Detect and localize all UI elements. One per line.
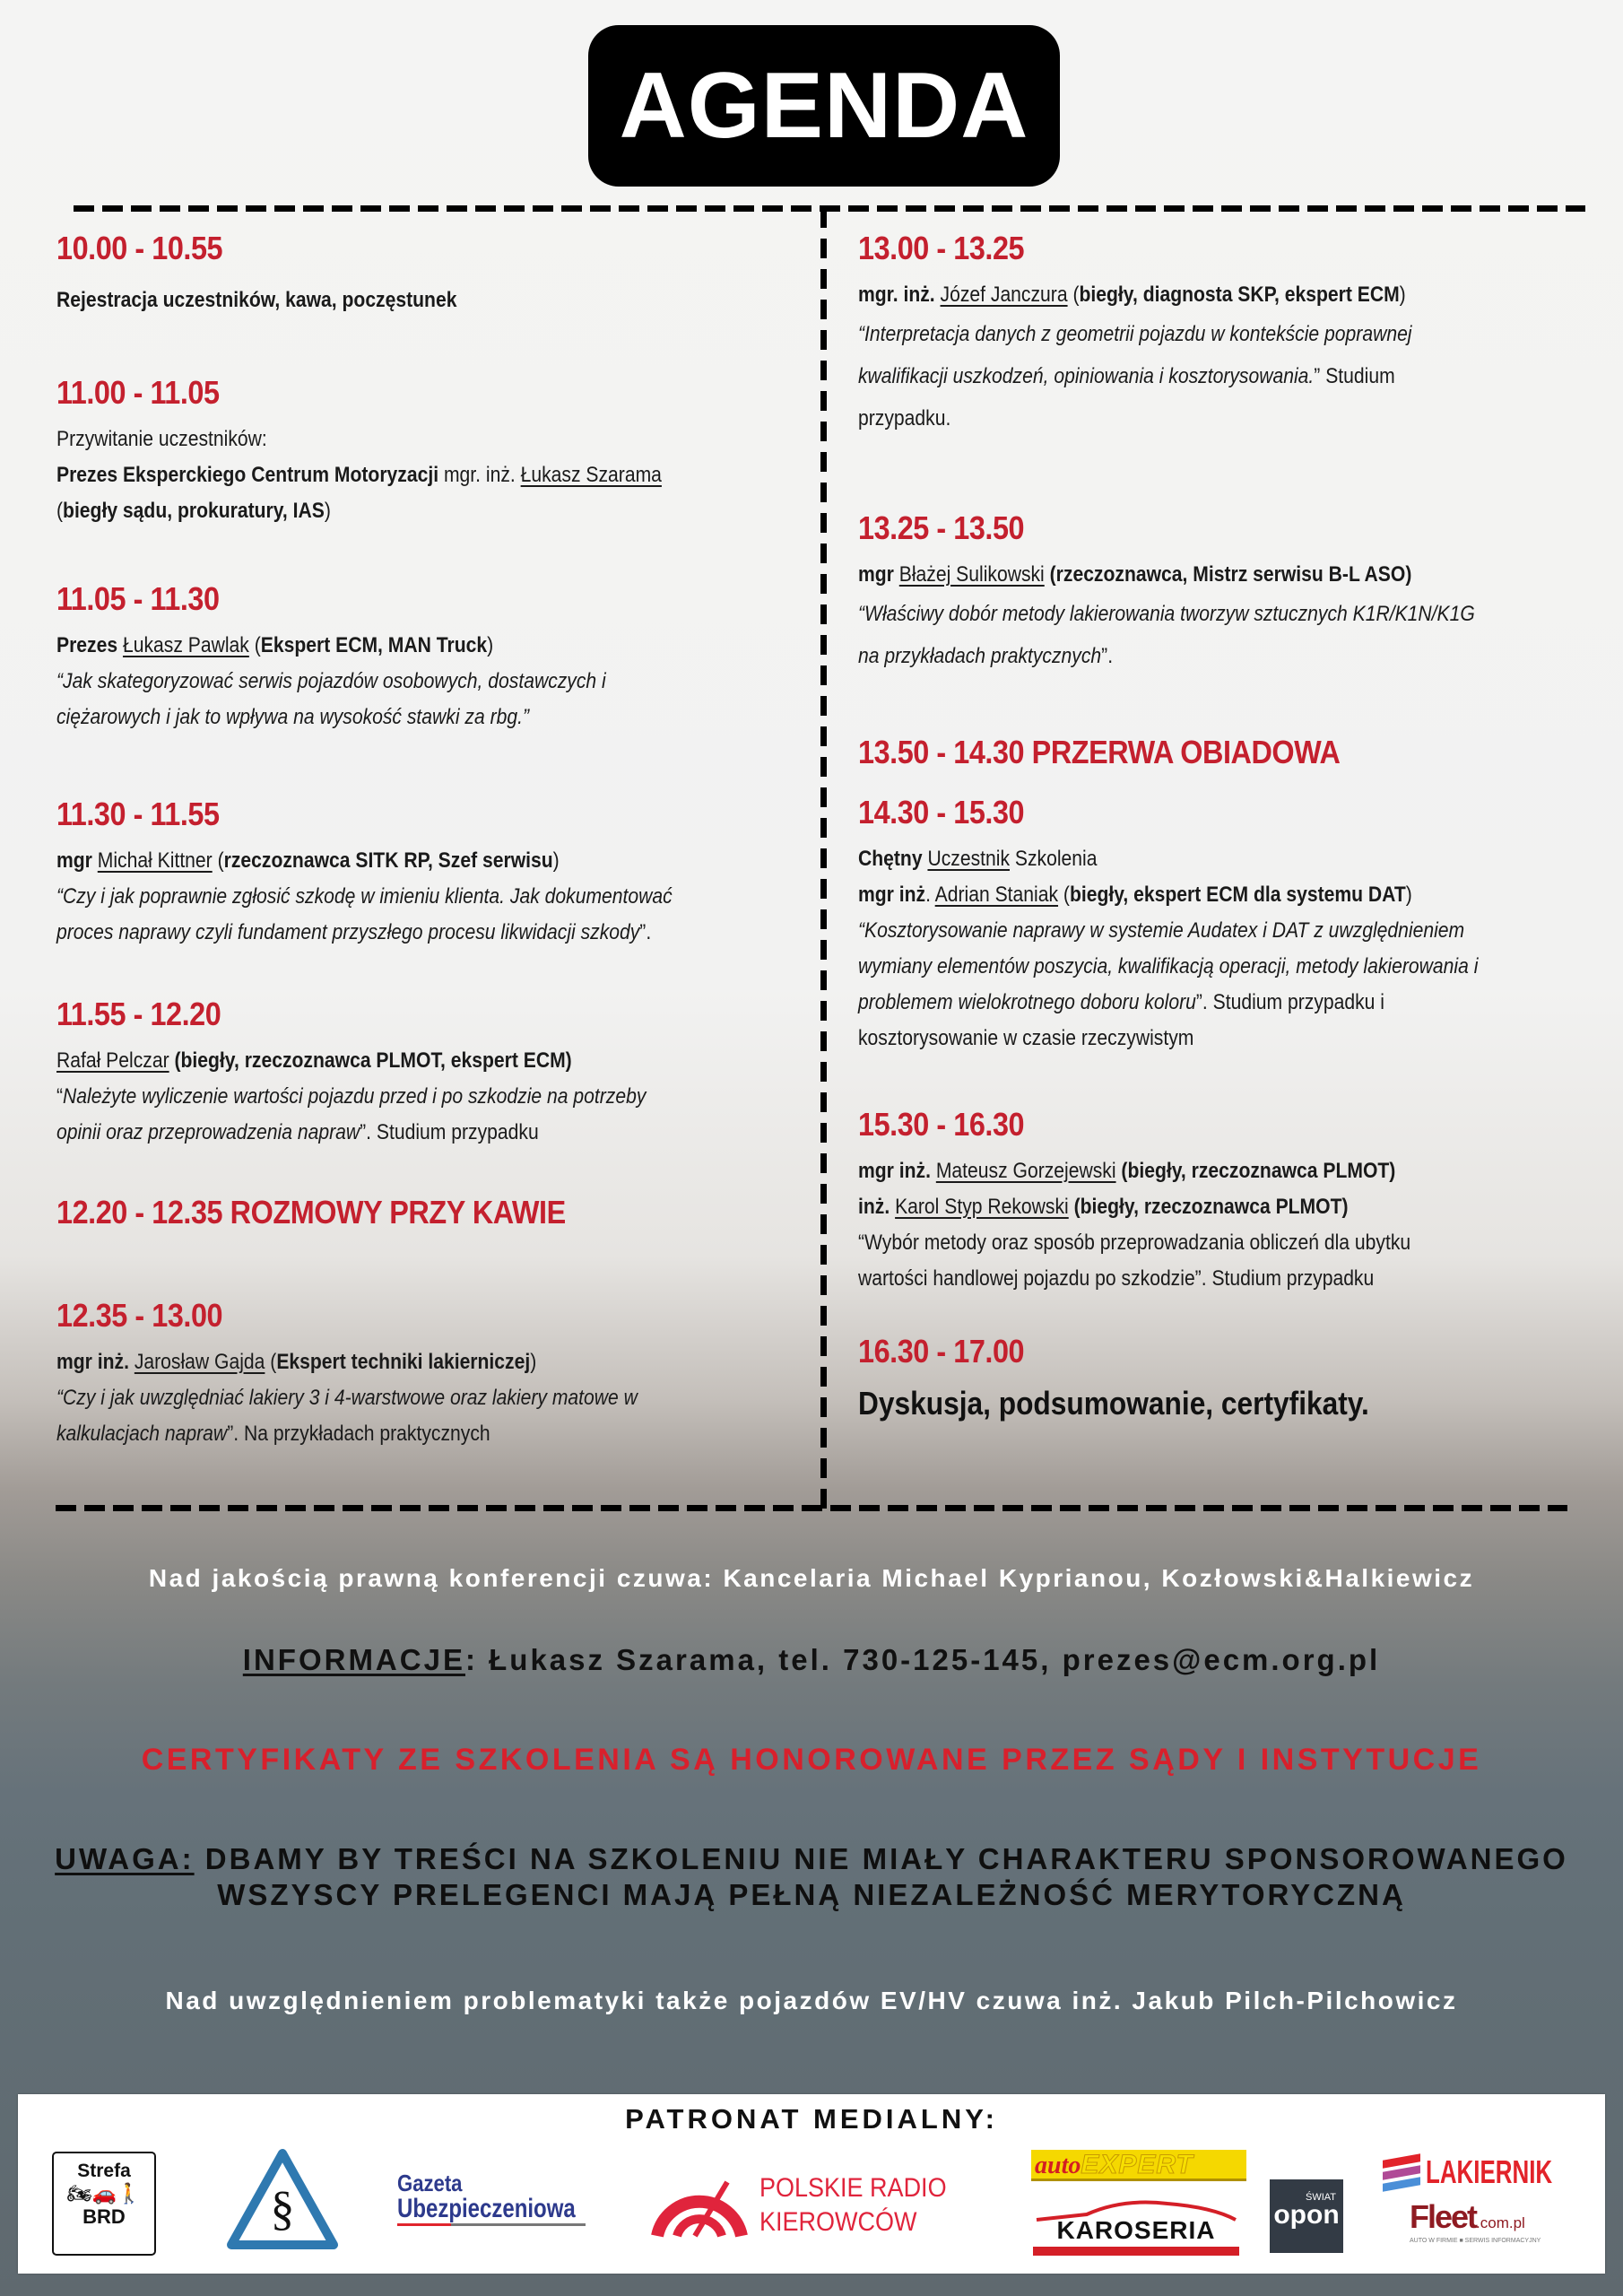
agenda-left-column: [56, 0, 819, 1489]
agenda-text: Ekspert ECM, MAN Truck: [260, 633, 488, 657]
agenda-text: Prezes: [56, 633, 123, 657]
agenda-line: [56, 628, 727, 664]
swiat-text: ŚWIAT: [1305, 2192, 1336, 2203]
agenda-item: [858, 509, 1620, 677]
ev-note: Nad uwzględnieniem problematyki także pojazdów EV/HV czuwa inż. Jakub Pilch-Pilchowicz: [165, 1987, 1458, 2014]
agenda-line: [858, 913, 1529, 949]
agenda-item: [56, 373, 819, 529]
agenda-line: [56, 915, 727, 951]
gazeta-ubezpieczeniowa-logo[interactable]: [397, 2171, 603, 2226]
speaker-name: Łukasz Szarama: [520, 463, 662, 487]
car-icon: 🚗: [91, 2182, 117, 2205]
agenda-item: [56, 1193, 819, 1241]
agenda-text: mgr inż: [858, 883, 926, 907]
fleet-tagline: AUTO W FIRMIE ■ SERWIS INFORMACYJNY: [1410, 2238, 1541, 2244]
agenda-text: ”. Studium przypadku: [360, 1120, 539, 1144]
agenda-text: (: [56, 499, 64, 523]
gazeta-line-2: Ubezpieczeniowa: [397, 2194, 576, 2223]
agenda-text: rzeczoznawca SITK RP, Szef serwisu: [223, 848, 553, 873]
legal-note: Nad jakością prawną konferencji czuwa: Kancelaria Michael Kyprianou, Kozłowski&Halkiewicz: [148, 1564, 1475, 1592]
agenda-line: [56, 1416, 727, 1452]
agenda-line: [858, 355, 1529, 397]
agenda-text: (rzeczoznawca, Mistrz serwisu B-L ASO): [1044, 562, 1412, 587]
agenda-line: [56, 283, 727, 318]
info-contact[interactable]: : Łukasz Szarama, tel. 730-125-145, prezes@ecm.org.pl: [464, 1643, 1381, 1676]
agenda-line: [858, 1153, 1529, 1189]
speedometer-icon: [650, 2170, 749, 2241]
agenda-text: Ekspert techniki lakierniczej: [276, 1350, 531, 1374]
karoseria-bar: [1033, 2247, 1239, 2256]
speaker-name: Rafał Pelczar: [56, 1048, 169, 1073]
agenda-line: [56, 664, 727, 700]
agenda-line: [858, 313, 1529, 355]
agenda-text: “Właściwy dobór metody lakierowania tworzyw sztucznych K1R/K1N/K1G: [858, 602, 1475, 626]
agenda-line: [56, 1380, 727, 1416]
agenda-line: [858, 985, 1529, 1021]
agenda-text: mgr. inż.: [438, 463, 521, 487]
column-divider: [820, 208, 827, 1509]
agenda-text: przypadku.: [858, 406, 951, 430]
agenda-text: ” Studium: [1314, 364, 1395, 388]
sponsor-panel: [18, 2094, 1605, 2274]
agenda-text: mgr. inż.: [858, 283, 941, 307]
karoseria-logo[interactable]: [1033, 2196, 1239, 2259]
motorcycle-icon: 🏍: [66, 2182, 92, 2205]
agenda-item: [56, 1296, 819, 1452]
agenda-text: ): [1399, 283, 1406, 307]
lakiernik-logo[interactable]: [1383, 2153, 1598, 2193]
closing-text: Dyskusja, podsumowanie, certyfikaty.: [858, 1385, 1369, 1422]
agenda-item: [858, 793, 1620, 1057]
agenda-text: mgr inż.: [56, 1350, 135, 1374]
agenda-text: (: [248, 633, 261, 657]
agenda-item: [56, 579, 819, 735]
agenda-text: kalkulacjach napraw: [56, 1422, 228, 1446]
agenda-text: proces naprawy czyli fundament przyszłego procesu likwidacji szkody: [56, 920, 640, 944]
agenda-text: .: [925, 883, 935, 907]
agenda-line: [858, 1021, 1529, 1057]
agenda-time: 11.00 - 11.05: [56, 374, 220, 411]
agenda-text: (: [212, 848, 224, 873]
opon-text: opon: [1273, 2200, 1340, 2230]
strefa-text: Strefa: [77, 2161, 131, 2181]
agenda-text: Należyte wyliczenie wartości pojazdu przed i po szkodzie na potrzeby: [63, 1084, 647, 1109]
agenda-item: [858, 1332, 1620, 1425]
paragraph-sign: §: [270, 2181, 295, 2235]
agenda-text: ”.: [639, 920, 652, 944]
agenda-time: 10.00 - 10.55: [56, 230, 223, 266]
notice-line-2: WSZYSCY PRELEGENCI MAJĄ PEŁNĄ NIEZALEŻNOŚĆ MERYTORYCZNĄ: [217, 1878, 1406, 1911]
agenda-text: ): [324, 499, 331, 523]
fleet-logo[interactable]: [1410, 2198, 1589, 2257]
agenda-line: [56, 1115, 727, 1151]
speaker-name: Mateusz Gorzejewski: [935, 1159, 1116, 1183]
agenda-right-column: [858, 0, 1593, 1489]
polskie-radio-kierowcow-logo[interactable]: [650, 2166, 1009, 2247]
agenda-text: (: [265, 1350, 277, 1374]
agenda-text: ): [487, 633, 494, 657]
agenda-text: ”. Na przykładach praktycznych: [227, 1422, 490, 1446]
agenda-line: [56, 457, 727, 493]
agenda-item: [56, 795, 819, 951]
info-line: [0, 1643, 1623, 1677]
agenda-line: [858, 1189, 1529, 1225]
bottom-divider: [56, 1505, 1567, 1511]
agenda-text: ”.: [1101, 644, 1114, 668]
agenda-time: 12.20 - 12.35 ROZMOWY PRZY KAWIE: [56, 1194, 566, 1231]
pedestrian-icon: 🚶: [116, 2182, 142, 2205]
agenda-text: “Interpretacja danych z geometrii pojazdu w kontekście poprawnej: [858, 322, 1412, 346]
agenda-text: “Kosztorysowanie naprawy w systemie Audatex i DAT z uwzględnieniem: [858, 918, 1465, 943]
lakiernik-text: LAKIERNIK: [1426, 2153, 1553, 2190]
autoexpert-part-2: EXPERT: [1081, 2150, 1193, 2179]
agenda-text: biegły, diagnosta SKP, ekspert ECM: [1079, 283, 1400, 307]
agenda-time: 12.35 - 13.00: [56, 1297, 223, 1334]
notice-label: UWAGA:: [55, 1842, 195, 1875]
agenda-line: [858, 593, 1529, 635]
agenda-text: “Czy i jak uwzględniać lakiery 3 i 4-warstwowe oraz lakiery matowe w: [56, 1386, 638, 1410]
certificates-note: CERTYFIKATY ZE SZKOLENIA SĄ HONOROWANE PRZEZ SĄDY I INSTYTUCJE: [141, 1743, 1482, 1777]
agenda-text: wymiany elementów poszycia, kwalifikacją operacji, metody lakierowania i: [858, 954, 1479, 978]
agenda-line: [56, 1079, 727, 1115]
agenda-text: “Jak skategoryzować serwis pojazdów osobowych, dostawczych i: [56, 669, 606, 693]
agenda-line: [858, 397, 1529, 439]
agenda-text: Prezes Eksperckiego Centrum Motoryzacji: [56, 463, 439, 487]
agenda-text: opinii oraz przeprowadzenia napraw: [56, 1120, 360, 1144]
agenda-title-text: AGENDA: [619, 53, 1029, 158]
agenda-time: 14.30 - 15.30: [858, 794, 1025, 831]
agenda-text: “: [56, 1084, 64, 1109]
agenda-text: inż.: [858, 1195, 896, 1219]
swiat-opon-logo[interactable]: [1270, 2179, 1343, 2253]
agenda-line: [858, 949, 1529, 985]
agenda-text: problemem wielokrotnego doboru koloru: [858, 990, 1196, 1014]
agenda-line: [858, 635, 1529, 677]
speaker-name: Adrian Staniak: [934, 883, 1059, 907]
fleet-text: Fleet: [1410, 2198, 1477, 2235]
agenda-time: 11.30 - 11.55: [56, 796, 220, 832]
agenda-text: (: [1058, 883, 1070, 907]
agenda-text: mgr: [56, 848, 98, 873]
agenda-text: (: [1067, 283, 1080, 307]
strefa-brd-logo[interactable]: [52, 2152, 156, 2256]
gazeta-underline: [397, 2223, 586, 2226]
agenda-time: 13.00 - 13.25: [858, 230, 1025, 266]
speaker-name: Łukasz Pawlak: [122, 633, 249, 657]
agenda-text: kosztorysowanie w czasie rzeczywistym: [858, 1026, 1194, 1050]
agenda-line: [858, 557, 1529, 593]
autoexpert-part-1: auto: [1035, 2152, 1081, 2179]
fleet-suffix: .com.pl: [1476, 2214, 1525, 2231]
agenda-item: [858, 733, 1620, 781]
agenda-text: biegły sądu, prokuratury, IAS: [63, 499, 325, 523]
agenda-line: [858, 877, 1529, 913]
notice-line-1: [0, 1842, 1623, 1876]
agenda-line: [56, 493, 727, 529]
agenda-text: Przywitanie uczestników:: [56, 427, 267, 451]
agenda-item: [56, 995, 819, 1151]
agenda-text: mgr: [858, 562, 899, 587]
agenda-time: 15.30 - 16.30: [858, 1106, 1025, 1143]
radio-line-2: KIEROWCÓW: [759, 2207, 917, 2237]
agenda-line: [56, 700, 727, 735]
agenda-text: Chętny: [858, 847, 928, 871]
agenda-text: biegły, ekspert ECM dla systemu DAT: [1069, 883, 1406, 907]
agenda-text: kwalifikacji uszkodzeń, opiniowania i kosztorysowania.: [858, 364, 1315, 388]
agenda-line: [56, 422, 727, 457]
sponsors-heading: PATRONAT MEDIALNY:: [625, 2103, 998, 2135]
paragraph-triangle-logo[interactable]: [224, 2146, 341, 2254]
speaker-name: Błażej Sulikowski: [898, 562, 1045, 587]
agenda-text: na przykładach praktycznych: [858, 644, 1102, 668]
agenda-text: (biegły, rzeczoznawca PLMOT): [1068, 1195, 1349, 1219]
speaker-name: Uczestnik: [927, 847, 1011, 871]
agenda-text: ”. Studium przypadku i: [1195, 990, 1384, 1014]
speaker-name: Jarosław Gajda: [134, 1350, 265, 1374]
agenda-text: mgr inż.: [858, 1159, 936, 1183]
autoexpert-logo[interactable]: [1031, 2150, 1246, 2181]
agenda-text: ): [1405, 883, 1412, 907]
gazeta-line-1: Gazeta: [397, 2170, 463, 2196]
agenda-text: “Wybór metody oraz sposób przeprowadzania obliczeń dla ubytku: [858, 1231, 1411, 1255]
agenda-time: 13.50 - 14.30 PRZERWA OBIADOWA: [858, 734, 1341, 770]
agenda-text: (biegły, rzeczoznawca PLMOT): [1115, 1159, 1396, 1183]
speaker-name: Karol Styp Rekowski: [895, 1195, 1069, 1219]
agenda-text: ): [552, 848, 560, 873]
speaker-name: Józef Janczura: [940, 283, 1068, 307]
agenda-line: [858, 1225, 1529, 1261]
info-label: INFORMACJE: [242, 1643, 465, 1676]
agenda-text: ): [530, 1350, 537, 1374]
agenda-line: [56, 1043, 727, 1079]
agenda-item: [858, 229, 1620, 439]
agenda-time: 11.55 - 12.20: [56, 996, 221, 1032]
brd-text: BRD: [82, 2205, 126, 2228]
agenda-line: [56, 843, 727, 879]
agenda-text: Rejestracja uczestników, kawa, poczęstunek: [56, 288, 457, 312]
karoseria-text: KAROSERIA: [1056, 2216, 1216, 2244]
agenda-text: (biegły, rzeczoznawca PLMOT, ekspert ECM): [169, 1048, 572, 1073]
agenda-text: ciężarowych i jak to wpływa na wysokość stawki za rbg.”: [56, 705, 530, 729]
speaker-name: Michał Kittner: [97, 848, 213, 873]
notice-text-1: DBAMY BY TREŚCI NA SZKOLENIU NIE MIAŁY CHARAKTERU SPONSOROWANEGO: [194, 1842, 1568, 1875]
agenda-line: [858, 1261, 1529, 1297]
agenda-time: 16.30 - 17.00: [858, 1333, 1025, 1370]
agenda-line: [56, 879, 727, 915]
agenda-line: [858, 841, 1529, 877]
agenda-text: “Czy i jak poprawnie zgłosić szkodę w imieniu klienta. Jak dokumentować: [56, 884, 673, 909]
agenda-time: 13.25 - 13.50: [858, 509, 1025, 546]
agenda-text: wartości handlowej pojazdu po szkodzie”. Studium przypadku: [858, 1266, 1375, 1291]
agenda-text: Szkolenia: [1010, 847, 1098, 871]
agenda-line: [858, 277, 1529, 313]
radio-line-1: POLSKIE RADIO: [759, 2173, 947, 2203]
traffic-icons: [54, 2182, 154, 2205]
agenda-item: [858, 1105, 1620, 1297]
agenda-line: [56, 1344, 727, 1380]
agenda-time: 11.05 - 11.30: [56, 580, 220, 617]
paint-stripes-icon: [1383, 2157, 1420, 2191]
agenda-item: [56, 229, 819, 318]
